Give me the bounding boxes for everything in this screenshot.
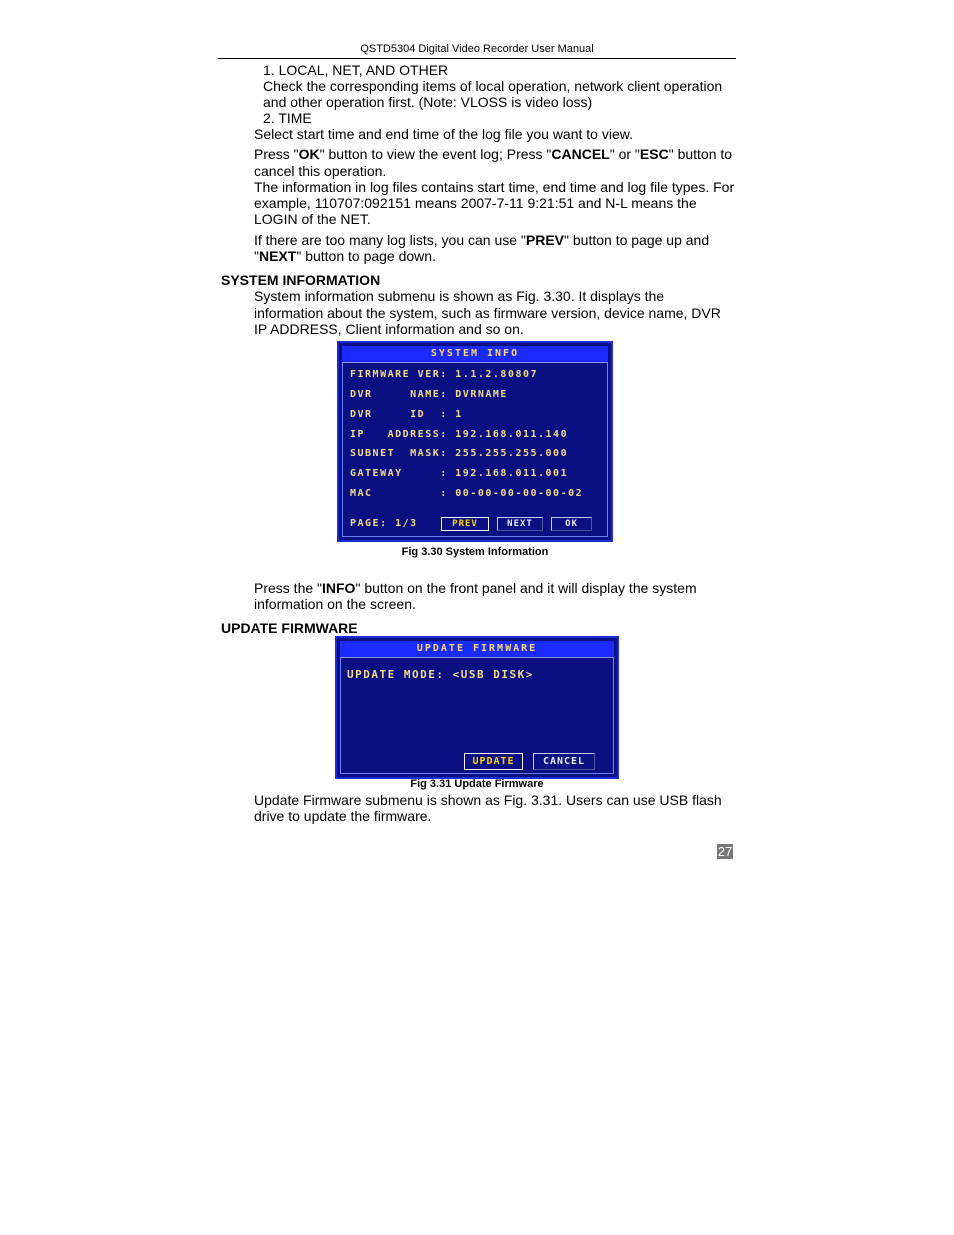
figure-caption: Fig 3.31 Update Firmware — [410, 778, 544, 790]
info-row-ip-address: IP ADDRESS: 192.168.011.140 — [350, 429, 569, 440]
update-button[interactable]: UPDATE — [464, 753, 523, 770]
section-heading: UPDATE FIRMWARE — [221, 620, 358, 636]
text-run: " button to view the event log; Press " — [319, 146, 552, 162]
screen-title: UPDATE FIRMWARE — [340, 641, 614, 658]
info-row-subnet-mask: SUBNET MASK: 255.255.255.000 — [350, 448, 569, 459]
section-heading: SYSTEM INFORMATION — [221, 272, 381, 288]
page-indicator: PAGE: 1/3 — [350, 518, 418, 529]
list-item-heading: 2. TIME — [263, 110, 312, 126]
text-run: " button to — [668, 146, 733, 162]
bold-term: OK — [298, 146, 320, 162]
text-run: Press " — [254, 146, 299, 162]
text-run: Press the " — [254, 580, 322, 596]
update-firmware-screen — [335, 636, 619, 779]
text-run: " button to page up and — [564, 232, 710, 248]
paragraph-line: Update Firmware submenu is shown as Fig. 3.31. Users can use USB flash — [254, 792, 722, 808]
paragraph-line: Select start time and end time of the log file you want to view. — [254, 126, 633, 142]
info-row-gateway: GATEWAY : 192.168.011.001 — [350, 468, 569, 479]
system-info-screen — [337, 341, 613, 542]
paragraph-line: information on the screen. — [254, 596, 416, 612]
paragraph-line: LOGIN of the NET. — [254, 211, 371, 227]
paragraph-line: drive to update the firmware. — [254, 808, 432, 824]
page-number: 27 — [717, 844, 733, 859]
bold-term: PREV — [525, 232, 565, 248]
text-run: If there are too many log lists, you can use " — [254, 232, 526, 248]
paragraph-line — [254, 232, 709, 248]
bold-term: NEXT — [258, 248, 297, 264]
text-run: " — [254, 248, 259, 264]
paragraph-line — [254, 146, 732, 162]
paragraph-line: information about the system, such as firmware version, device name, DVR — [254, 305, 721, 321]
ok-button[interactable]: OK — [551, 517, 592, 531]
paragraph-line: The information in log files contains start time, end time and log file types. For — [254, 179, 735, 195]
info-row-dvr-id: DVR ID : 1 — [350, 409, 463, 420]
info-row-mac: MAC : 00-00-00-00-00-02 — [350, 488, 584, 499]
bold-term: INFO — [322, 580, 356, 596]
paragraph-line — [254, 248, 436, 264]
cancel-button[interactable]: CANCEL — [533, 753, 595, 770]
info-row-firmware: FIRMWARE VER: 1.1.2.80807 — [350, 369, 539, 380]
paragraph-line: IP ADDRESS, Client information and so on. — [254, 321, 524, 337]
update-mode-row[interactable]: UPDATE MODE: <USB DISK> — [347, 668, 534, 681]
paragraph-line: System information submenu is shown as Fig. 3.30. It displays the — [254, 288, 665, 304]
text-run: " button to page down. — [296, 248, 436, 264]
paragraph-line — [254, 580, 697, 596]
next-button[interactable]: NEXT — [497, 517, 543, 531]
paragraph-line: Check the corresponding items of local operation, network client operation — [263, 78, 723, 94]
text-run: " button on the front panel and it will display the system — [355, 580, 697, 596]
screen-title: SYSTEM INFO — [342, 346, 608, 363]
header-rule — [218, 58, 736, 59]
prev-button[interactable]: PREV — [441, 517, 489, 531]
list-item-heading: 1. LOCAL, NET, AND OTHER — [263, 62, 449, 78]
figure-caption: Fig 3.30 System Information — [401, 546, 549, 558]
paragraph-line: example, 110707:092151 means 2007-7-11 9:21:51 and N-L means the — [254, 195, 697, 211]
text-run: " or " — [609, 146, 640, 162]
paragraph-line: cancel this operation. — [254, 163, 387, 179]
bold-term: CANCEL — [551, 146, 610, 162]
info-row-dvr-name: DVR NAME: DVRNAME — [350, 389, 508, 400]
paragraph-line: and other operation first. (Note: VLOSS is video loss) — [263, 94, 593, 110]
running-header: QSTD5304 Digital Video Recorder User Manual — [360, 43, 594, 55]
bold-term: ESC — [639, 146, 669, 162]
